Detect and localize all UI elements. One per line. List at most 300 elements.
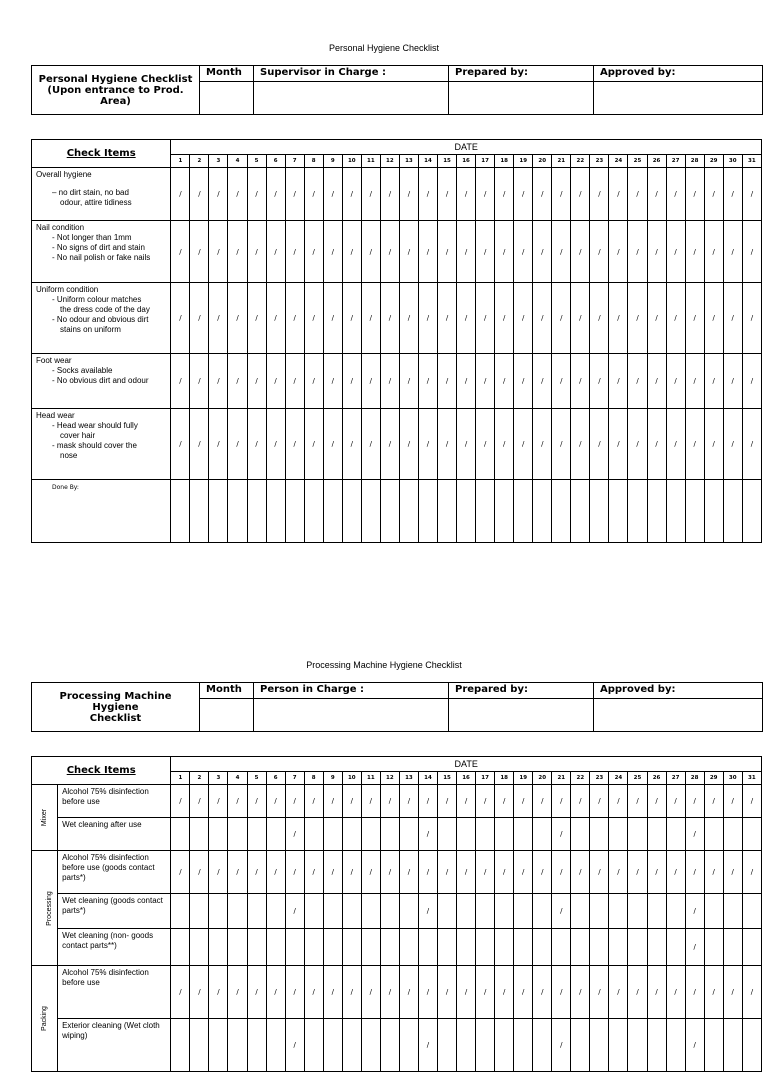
- form2-check-cell[interactable]: [304, 894, 323, 929]
- form2-check-cell[interactable]: [304, 1019, 323, 1072]
- form2-check-cell[interactable]: [723, 1019, 742, 1072]
- form2-check-cell[interactable]: [171, 1019, 190, 1072]
- form1-check-cell[interactable]: /: [323, 221, 342, 283]
- form2-check-cell[interactable]: /: [399, 966, 418, 1019]
- form2-check-cell[interactable]: /: [628, 851, 647, 894]
- form1-check-cell[interactable]: /: [285, 409, 304, 480]
- form2-check-cell[interactable]: /: [190, 966, 209, 1019]
- form2-check-cell[interactable]: /: [457, 785, 476, 818]
- form2-check-cell[interactable]: [438, 929, 457, 966]
- form2-check-cell[interactable]: [209, 1019, 228, 1072]
- form1-check-cell[interactable]: /: [266, 168, 285, 221]
- form1-check-cell[interactable]: /: [266, 283, 285, 354]
- form1-check-cell[interactable]: /: [495, 221, 514, 283]
- form2-check-cell[interactable]: /: [380, 785, 399, 818]
- form2-check-cell[interactable]: [266, 818, 285, 851]
- form2-check-cell[interactable]: [628, 818, 647, 851]
- form2-check-cell[interactable]: [533, 894, 552, 929]
- form2-check-cell[interactable]: [457, 929, 476, 966]
- form1-check-cell[interactable]: /: [342, 354, 361, 409]
- form2-check-cell[interactable]: /: [190, 785, 209, 818]
- form2-check-cell[interactable]: /: [418, 785, 437, 818]
- form2-check-cell[interactable]: /: [171, 851, 190, 894]
- form1-check-cell[interactable]: /: [418, 221, 437, 283]
- form2-check-cell[interactable]: /: [342, 785, 361, 818]
- form2-check-cell[interactable]: /: [533, 851, 552, 894]
- form2-check-cell[interactable]: /: [476, 785, 495, 818]
- form2-check-cell[interactable]: [361, 818, 380, 851]
- form1-done-by-cell[interactable]: [628, 480, 647, 543]
- form2-check-cell[interactable]: /: [285, 1019, 304, 1072]
- form1-check-cell[interactable]: /: [418, 354, 437, 409]
- form2-check-cell[interactable]: [666, 818, 685, 851]
- form1-check-cell[interactable]: /: [495, 354, 514, 409]
- form1-check-cell[interactable]: /: [399, 354, 418, 409]
- form2-check-cell[interactable]: /: [552, 818, 571, 851]
- form2-check-cell[interactable]: /: [247, 966, 266, 1019]
- form2-check-cell[interactable]: /: [438, 785, 457, 818]
- form2-check-cell[interactable]: /: [361, 785, 380, 818]
- form2-check-cell[interactable]: [190, 894, 209, 929]
- form2-check-cell[interactable]: /: [609, 851, 628, 894]
- form1-check-cell[interactable]: /: [647, 409, 666, 480]
- form1-check-cell[interactable]: /: [228, 283, 247, 354]
- form2-check-cell[interactable]: [361, 929, 380, 966]
- form2-check-cell[interactable]: [495, 1019, 514, 1072]
- form1-check-cell[interactable]: /: [438, 221, 457, 283]
- form2-check-cell[interactable]: /: [533, 785, 552, 818]
- form1-done-by-cell[interactable]: [228, 480, 247, 543]
- form1-check-cell[interactable]: /: [361, 168, 380, 221]
- form2-check-cell[interactable]: /: [723, 966, 742, 1019]
- form2-check-cell[interactable]: /: [209, 966, 228, 1019]
- form2-check-cell[interactable]: [590, 1019, 609, 1072]
- form2-check-cell[interactable]: [190, 929, 209, 966]
- form1-check-cell[interactable]: /: [209, 354, 228, 409]
- form2-check-cell[interactable]: [590, 894, 609, 929]
- form1-check-cell[interactable]: /: [590, 409, 609, 480]
- form2-check-cell[interactable]: /: [476, 851, 495, 894]
- form1-done-by-cell[interactable]: [685, 480, 704, 543]
- form1-check-cell[interactable]: /: [209, 409, 228, 480]
- form1-check-cell[interactable]: /: [399, 283, 418, 354]
- form1-done-by-cell[interactable]: [609, 480, 628, 543]
- form1-done-by-cell[interactable]: [742, 480, 761, 543]
- form2-check-cell[interactable]: [533, 1019, 552, 1072]
- form1-done-by-cell[interactable]: [323, 480, 342, 543]
- form1-check-cell[interactable]: /: [342, 283, 361, 354]
- form2-check-cell[interactable]: [533, 929, 552, 966]
- form1-check-cell[interactable]: /: [457, 283, 476, 354]
- form2-check-cell[interactable]: [342, 818, 361, 851]
- form1-check-cell[interactable]: /: [590, 283, 609, 354]
- form1-check-cell[interactable]: /: [628, 221, 647, 283]
- form2-check-cell[interactable]: [495, 894, 514, 929]
- form1-done-by-cell[interactable]: [247, 480, 266, 543]
- form1-done-by-cell[interactable]: [704, 480, 723, 543]
- form2-check-cell[interactable]: /: [609, 966, 628, 1019]
- form1-check-cell[interactable]: /: [723, 168, 742, 221]
- form1-check-cell[interactable]: /: [380, 168, 399, 221]
- form2-check-cell[interactable]: /: [647, 785, 666, 818]
- form2-check-cell[interactable]: /: [685, 929, 704, 966]
- form2-check-cell[interactable]: /: [552, 966, 571, 1019]
- form2-check-cell[interactable]: /: [380, 966, 399, 1019]
- form1-check-cell[interactable]: /: [533, 168, 552, 221]
- form1-check-cell[interactable]: /: [685, 168, 704, 221]
- form2-check-cell[interactable]: /: [285, 966, 304, 1019]
- form1-check-cell[interactable]: /: [571, 168, 590, 221]
- form1-check-cell[interactable]: /: [171, 409, 190, 480]
- form1-approved-field[interactable]: [594, 82, 763, 115]
- form1-check-cell[interactable]: /: [514, 168, 533, 221]
- form2-check-cell[interactable]: [266, 1019, 285, 1072]
- form2-check-cell[interactable]: [457, 894, 476, 929]
- form1-check-cell[interactable]: /: [704, 168, 723, 221]
- form2-check-cell[interactable]: [304, 929, 323, 966]
- form1-check-cell[interactable]: /: [342, 221, 361, 283]
- form2-check-cell[interactable]: [609, 1019, 628, 1072]
- form2-check-cell[interactable]: [342, 929, 361, 966]
- form1-check-cell[interactable]: /: [723, 354, 742, 409]
- form1-done-by-cell[interactable]: [514, 480, 533, 543]
- form1-check-cell[interactable]: /: [571, 283, 590, 354]
- form1-done-by-cell[interactable]: [304, 480, 323, 543]
- form1-check-cell[interactable]: /: [704, 354, 723, 409]
- form1-check-cell[interactable]: /: [228, 168, 247, 221]
- form2-check-cell[interactable]: [342, 1019, 361, 1072]
- form2-check-cell[interactable]: [171, 929, 190, 966]
- form2-check-cell[interactable]: [571, 818, 590, 851]
- form2-check-cell[interactable]: /: [552, 894, 571, 929]
- form1-done-by-cell[interactable]: [209, 480, 228, 543]
- form1-check-cell[interactable]: /: [495, 168, 514, 221]
- form2-approved-field[interactable]: [594, 699, 763, 732]
- form1-check-cell[interactable]: /: [380, 409, 399, 480]
- form1-check-cell[interactable]: /: [552, 168, 571, 221]
- form2-check-cell[interactable]: /: [742, 966, 761, 1019]
- form2-check-cell[interactable]: /: [418, 851, 437, 894]
- form2-check-cell[interactable]: [571, 929, 590, 966]
- form2-check-cell[interactable]: [171, 894, 190, 929]
- form2-check-cell[interactable]: [742, 929, 761, 966]
- form1-check-cell[interactable]: /: [190, 354, 209, 409]
- form2-check-cell[interactable]: /: [628, 966, 647, 1019]
- form1-check-cell[interactable]: /: [666, 283, 685, 354]
- form2-check-cell[interactable]: /: [285, 785, 304, 818]
- form1-check-cell[interactable]: /: [742, 409, 761, 480]
- form1-check-cell[interactable]: /: [304, 409, 323, 480]
- form2-check-cell[interactable]: [247, 818, 266, 851]
- form1-check-cell[interactable]: /: [247, 221, 266, 283]
- form2-check-cell[interactable]: /: [209, 785, 228, 818]
- form1-check-cell[interactable]: /: [399, 168, 418, 221]
- form2-check-cell[interactable]: [228, 929, 247, 966]
- form2-check-cell[interactable]: [476, 894, 495, 929]
- form2-check-cell[interactable]: [304, 818, 323, 851]
- form2-check-cell[interactable]: [723, 929, 742, 966]
- form2-check-cell[interactable]: [628, 1019, 647, 1072]
- form1-check-cell[interactable]: /: [571, 354, 590, 409]
- form2-check-cell[interactable]: /: [552, 1019, 571, 1072]
- form2-check-cell[interactable]: [171, 818, 190, 851]
- form2-check-cell[interactable]: /: [361, 966, 380, 1019]
- form2-check-cell[interactable]: [742, 818, 761, 851]
- form2-check-cell[interactable]: /: [228, 966, 247, 1019]
- form2-check-cell[interactable]: [361, 894, 380, 929]
- form1-done-by-cell[interactable]: [647, 480, 666, 543]
- form1-check-cell[interactable]: /: [647, 354, 666, 409]
- form2-check-cell[interactable]: /: [704, 785, 723, 818]
- form1-check-cell[interactable]: /: [285, 354, 304, 409]
- form1-check-cell[interactable]: /: [742, 168, 761, 221]
- form1-prepared-field[interactable]: [449, 82, 594, 115]
- form2-person-field[interactable]: [254, 699, 449, 732]
- form2-check-cell[interactable]: /: [342, 966, 361, 1019]
- form2-check-cell[interactable]: [438, 818, 457, 851]
- form1-check-cell[interactable]: /: [571, 409, 590, 480]
- form1-done-by-cell[interactable]: [533, 480, 552, 543]
- form1-check-cell[interactable]: /: [723, 283, 742, 354]
- form2-check-cell[interactable]: [285, 929, 304, 966]
- form1-check-cell[interactable]: /: [418, 168, 437, 221]
- form2-check-cell[interactable]: [380, 818, 399, 851]
- form2-check-cell[interactable]: /: [171, 785, 190, 818]
- form2-check-cell[interactable]: [704, 818, 723, 851]
- form1-check-cell[interactable]: /: [209, 283, 228, 354]
- form2-check-cell[interactable]: [266, 929, 285, 966]
- form1-check-cell[interactable]: /: [323, 409, 342, 480]
- form2-check-cell[interactable]: /: [704, 851, 723, 894]
- form2-check-cell[interactable]: /: [704, 966, 723, 1019]
- form1-check-cell[interactable]: /: [742, 354, 761, 409]
- form2-check-cell[interactable]: [742, 1019, 761, 1072]
- form1-check-cell[interactable]: /: [190, 409, 209, 480]
- form2-check-cell[interactable]: [247, 894, 266, 929]
- form2-check-cell[interactable]: /: [590, 966, 609, 1019]
- form2-check-cell[interactable]: /: [742, 851, 761, 894]
- form1-check-cell[interactable]: /: [399, 409, 418, 480]
- form1-check-cell[interactable]: /: [552, 283, 571, 354]
- form2-check-cell[interactable]: /: [495, 785, 514, 818]
- form2-check-cell[interactable]: [228, 818, 247, 851]
- form2-check-cell[interactable]: [495, 929, 514, 966]
- form1-check-cell[interactable]: /: [190, 221, 209, 283]
- form1-check-cell[interactable]: /: [704, 283, 723, 354]
- form1-done-by-cell[interactable]: [418, 480, 437, 543]
- form1-check-cell[interactable]: /: [171, 354, 190, 409]
- form2-check-cell[interactable]: /: [285, 818, 304, 851]
- form2-check-cell[interactable]: /: [514, 785, 533, 818]
- form1-done-by-cell[interactable]: [171, 480, 190, 543]
- form1-check-cell[interactable]: /: [247, 168, 266, 221]
- form2-check-cell[interactable]: [666, 894, 685, 929]
- form1-check-cell[interactable]: /: [190, 168, 209, 221]
- form1-check-cell[interactable]: /: [438, 354, 457, 409]
- form1-check-cell[interactable]: /: [742, 221, 761, 283]
- form2-check-cell[interactable]: /: [285, 851, 304, 894]
- form2-check-cell[interactable]: [323, 1019, 342, 1072]
- form2-check-cell[interactable]: [266, 894, 285, 929]
- form2-check-cell[interactable]: [609, 894, 628, 929]
- form1-check-cell[interactable]: /: [514, 221, 533, 283]
- form1-done-by-cell[interactable]: [476, 480, 495, 543]
- form1-check-cell[interactable]: /: [171, 168, 190, 221]
- form1-check-cell[interactable]: /: [304, 354, 323, 409]
- form2-check-cell[interactable]: /: [323, 785, 342, 818]
- form1-check-cell[interactable]: /: [285, 221, 304, 283]
- form1-check-cell[interactable]: /: [666, 409, 685, 480]
- form2-check-cell[interactable]: /: [399, 785, 418, 818]
- form2-check-cell[interactable]: /: [323, 851, 342, 894]
- form2-check-cell[interactable]: [247, 1019, 266, 1072]
- form1-check-cell[interactable]: /: [609, 283, 628, 354]
- form2-check-cell[interactable]: /: [590, 851, 609, 894]
- form2-check-cell[interactable]: [666, 929, 685, 966]
- form2-check-cell[interactable]: [209, 818, 228, 851]
- form2-check-cell[interactable]: /: [380, 851, 399, 894]
- form1-check-cell[interactable]: /: [361, 221, 380, 283]
- form1-check-cell[interactable]: /: [361, 354, 380, 409]
- form1-check-cell[interactable]: /: [304, 283, 323, 354]
- form2-check-cell[interactable]: /: [571, 851, 590, 894]
- form1-check-cell[interactable]: /: [457, 409, 476, 480]
- form1-check-cell[interactable]: /: [666, 168, 685, 221]
- form2-check-cell[interactable]: [552, 929, 571, 966]
- form2-check-cell[interactable]: [247, 929, 266, 966]
- form2-check-cell[interactable]: /: [666, 851, 685, 894]
- form1-check-cell[interactable]: /: [380, 283, 399, 354]
- form1-check-cell[interactable]: /: [533, 409, 552, 480]
- form2-check-cell[interactable]: [476, 818, 495, 851]
- form2-check-cell[interactable]: [380, 1019, 399, 1072]
- form1-check-cell[interactable]: /: [742, 283, 761, 354]
- form1-check-cell[interactable]: /: [590, 221, 609, 283]
- form2-check-cell[interactable]: [628, 929, 647, 966]
- form1-check-cell[interactable]: /: [228, 409, 247, 480]
- form1-done-by-cell[interactable]: [342, 480, 361, 543]
- form2-check-cell[interactable]: /: [266, 966, 285, 1019]
- form1-check-cell[interactable]: /: [533, 283, 552, 354]
- form1-check-cell[interactable]: /: [685, 409, 704, 480]
- form2-check-cell[interactable]: /: [685, 818, 704, 851]
- form1-supervisor-field[interactable]: [254, 82, 449, 115]
- form2-check-cell[interactable]: /: [418, 818, 437, 851]
- form1-check-cell[interactable]: /: [609, 354, 628, 409]
- form1-check-cell[interactable]: /: [342, 409, 361, 480]
- form1-check-cell[interactable]: /: [533, 354, 552, 409]
- form1-done-by-cell[interactable]: [666, 480, 685, 543]
- form1-check-cell[interactable]: /: [476, 283, 495, 354]
- form1-check-cell[interactable]: /: [704, 221, 723, 283]
- form2-check-cell[interactable]: /: [685, 785, 704, 818]
- form2-check-cell[interactable]: [704, 929, 723, 966]
- form1-check-cell[interactable]: /: [647, 221, 666, 283]
- form2-check-cell[interactable]: /: [723, 851, 742, 894]
- form1-check-cell[interactable]: /: [438, 409, 457, 480]
- form1-check-cell[interactable]: /: [723, 221, 742, 283]
- form2-check-cell[interactable]: /: [418, 966, 437, 1019]
- form2-check-cell[interactable]: /: [742, 785, 761, 818]
- form2-check-cell[interactable]: /: [457, 851, 476, 894]
- form1-check-cell[interactable]: /: [685, 221, 704, 283]
- form2-check-cell[interactable]: /: [323, 966, 342, 1019]
- form2-check-cell[interactable]: /: [171, 966, 190, 1019]
- form1-check-cell[interactable]: /: [304, 221, 323, 283]
- form1-check-cell[interactable]: /: [647, 283, 666, 354]
- form1-done-by-cell[interactable]: [495, 480, 514, 543]
- form1-check-cell[interactable]: /: [190, 283, 209, 354]
- form1-check-cell[interactable]: /: [209, 168, 228, 221]
- form1-check-cell[interactable]: /: [571, 221, 590, 283]
- form1-check-cell[interactable]: /: [628, 354, 647, 409]
- form2-check-cell[interactable]: [380, 929, 399, 966]
- form1-check-cell[interactable]: /: [304, 168, 323, 221]
- form1-check-cell[interactable]: /: [285, 168, 304, 221]
- form1-check-cell[interactable]: /: [495, 409, 514, 480]
- form2-check-cell[interactable]: [228, 1019, 247, 1072]
- form1-check-cell[interactable]: /: [609, 221, 628, 283]
- form1-check-cell[interactable]: /: [476, 221, 495, 283]
- form2-check-cell[interactable]: /: [685, 966, 704, 1019]
- form1-check-cell[interactable]: /: [438, 168, 457, 221]
- form2-check-cell[interactable]: [323, 894, 342, 929]
- form1-check-cell[interactable]: /: [457, 168, 476, 221]
- form2-check-cell[interactable]: /: [399, 851, 418, 894]
- form2-check-cell[interactable]: /: [647, 851, 666, 894]
- form2-check-cell[interactable]: /: [666, 966, 685, 1019]
- form2-check-cell[interactable]: [628, 894, 647, 929]
- form2-check-cell[interactable]: /: [438, 966, 457, 1019]
- form1-done-by-cell[interactable]: [285, 480, 304, 543]
- form2-check-cell[interactable]: [704, 894, 723, 929]
- form1-check-cell[interactable]: /: [476, 168, 495, 221]
- form2-check-cell[interactable]: /: [247, 785, 266, 818]
- form2-check-cell[interactable]: [647, 818, 666, 851]
- form2-check-cell[interactable]: /: [418, 1019, 437, 1072]
- form2-check-cell[interactable]: [399, 818, 418, 851]
- form2-check-cell[interactable]: [704, 1019, 723, 1072]
- form2-check-cell[interactable]: /: [304, 966, 323, 1019]
- form1-check-cell[interactable]: /: [514, 283, 533, 354]
- form2-check-cell[interactable]: [323, 818, 342, 851]
- form1-check-cell[interactable]: /: [628, 409, 647, 480]
- form1-check-cell[interactable]: /: [228, 354, 247, 409]
- form1-check-cell[interactable]: /: [628, 168, 647, 221]
- form2-check-cell[interactable]: /: [685, 851, 704, 894]
- form2-check-cell[interactable]: [723, 818, 742, 851]
- form1-check-cell[interactable]: /: [647, 168, 666, 221]
- form1-check-cell[interactable]: /: [457, 221, 476, 283]
- form1-done-by-cell[interactable]: [266, 480, 285, 543]
- form2-check-cell[interactable]: [476, 1019, 495, 1072]
- form1-check-cell[interactable]: /: [418, 409, 437, 480]
- form2-check-cell[interactable]: /: [552, 851, 571, 894]
- form2-check-cell[interactable]: /: [266, 785, 285, 818]
- form1-check-cell[interactable]: /: [171, 221, 190, 283]
- form2-check-cell[interactable]: /: [361, 851, 380, 894]
- form2-check-cell[interactable]: [514, 818, 533, 851]
- form2-check-cell[interactable]: /: [304, 785, 323, 818]
- form1-check-cell[interactable]: /: [228, 221, 247, 283]
- form2-check-cell[interactable]: [457, 818, 476, 851]
- form2-check-cell[interactable]: [533, 818, 552, 851]
- form1-check-cell[interactable]: /: [361, 283, 380, 354]
- form2-check-cell[interactable]: [209, 929, 228, 966]
- form2-check-cell[interactable]: /: [438, 851, 457, 894]
- form2-check-cell[interactable]: [399, 1019, 418, 1072]
- form2-check-cell[interactable]: [228, 894, 247, 929]
